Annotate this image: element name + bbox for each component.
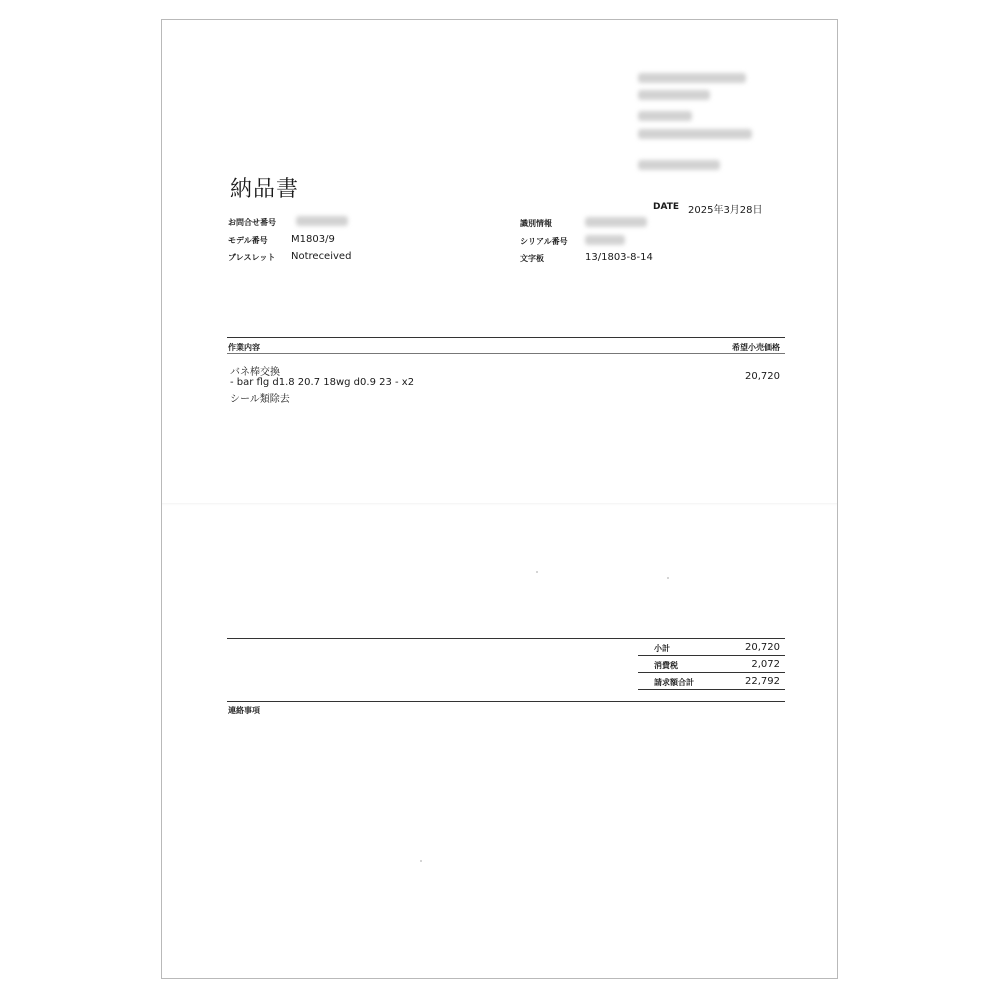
paper-speck xyxy=(420,860,422,862)
identification-label: 識別情報 xyxy=(520,219,552,228)
tax-value: 2,072 xyxy=(751,659,780,670)
paper-speck xyxy=(536,571,538,573)
total-rule xyxy=(638,689,785,690)
redacted-identification xyxy=(585,217,647,227)
table-top-rule xyxy=(227,337,785,338)
dial-label: 文字板 xyxy=(520,254,544,263)
redacted-serial-number xyxy=(585,235,625,245)
subtotal-label: 小計 xyxy=(654,644,670,653)
bracelet-label: ブレスレット xyxy=(228,253,276,262)
totals-top-rule xyxy=(227,638,785,639)
work-item-line: バネ棒交換 xyxy=(230,367,280,378)
delivery-note-page xyxy=(161,19,838,979)
subtotal-rule xyxy=(638,655,785,656)
dial-value: 13/1803-8-14 xyxy=(585,252,653,263)
total-label: 請求額合計 xyxy=(654,678,694,687)
redacted-inquiry-number xyxy=(296,216,348,226)
date-label: DATE xyxy=(653,202,680,212)
tax-rule xyxy=(638,672,785,673)
redacted-address-line xyxy=(638,111,692,121)
work-item-price: 20,720 xyxy=(745,371,780,382)
paper-fold xyxy=(162,503,837,506)
work-column-header: 作業内容 xyxy=(228,343,260,352)
bracelet-value: Notreceived xyxy=(291,251,352,262)
total-value: 22,792 xyxy=(745,676,780,687)
document-title: 納品書 xyxy=(230,177,300,202)
work-item-line: シール類除去 xyxy=(230,394,290,405)
work-item-line: - bar flg d1.8 20.7 18wg d0.9 23 - x2 xyxy=(230,377,415,388)
inquiry-number-label: お問合せ番号 xyxy=(228,218,276,227)
redacted-address-line xyxy=(638,160,720,170)
redacted-address-line xyxy=(638,129,752,139)
date-value: 2025年3月28日 xyxy=(688,205,763,216)
notes-top-rule xyxy=(227,701,785,702)
subtotal-value: 20,720 xyxy=(745,642,780,653)
price-column-header: 希望小売価格 xyxy=(732,343,780,352)
model-number-value: M1803/9 xyxy=(291,234,335,245)
model-number-label: モデル番号 xyxy=(228,236,268,245)
paper-speck xyxy=(667,577,669,579)
redacted-address-line xyxy=(638,90,710,100)
redacted-address-line xyxy=(638,73,746,83)
notes-label: 連絡事項 xyxy=(228,706,260,715)
serial-number-label: シリアル番号 xyxy=(520,237,568,246)
tax-label: 消費税 xyxy=(654,661,678,670)
table-header-rule xyxy=(227,353,785,354)
